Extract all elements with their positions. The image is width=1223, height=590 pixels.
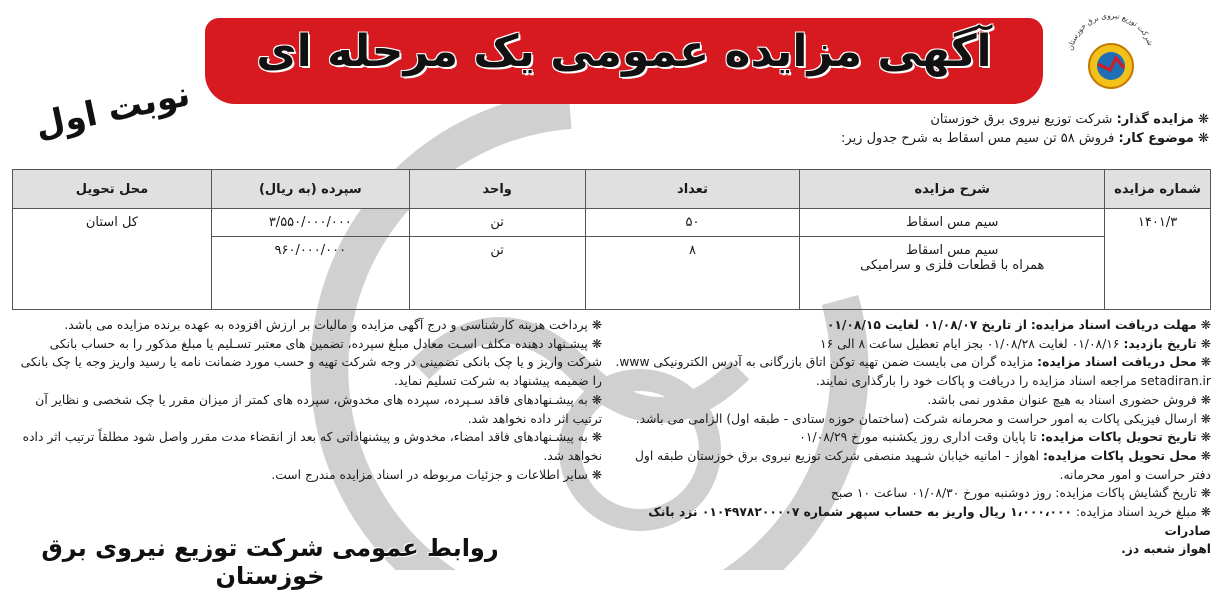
docs-price-continued: اهواز شعبه دز. xyxy=(1121,542,1211,557)
row1-unit: تن xyxy=(409,209,585,237)
row1-quantity: ۵۰ xyxy=(585,209,800,237)
docs-price-label: مبلغ خرید اسناد مزایده: xyxy=(1075,505,1197,520)
deposit-note: پیشـنهاد دهنده مکلف اسـت معادل مبلغ سپرده، تضمین های معتبر تسـلیم یا مبلغ مذکور را به حساب بانکی xyxy=(49,336,588,351)
envelope-location-value: اهواز - امانیه خیابان شـهید منصفی شرکت توزیع نیروی برق خوزستان طبقه اول xyxy=(634,448,1040,463)
table-header-row xyxy=(13,170,1211,209)
docs-location-continued: setadiran.ir مراجعه اسناد مزایده را دریافت و پاکات خود را بارگذاری نمایند. xyxy=(815,374,1211,389)
table-row xyxy=(13,209,1211,237)
page-title: آگهی مزایده عمومی یک مرحله ای xyxy=(256,26,992,77)
physical-delivery-note: ارسال فیزیکی پاکات به امور حراست و محرمانه شرکت (ساختمان حوزه ستادی - طبقه اول) الزامی می باشد. xyxy=(635,411,1197,426)
auction-table xyxy=(12,169,1211,310)
logo-lettering: شرکت توزیع نیروی برق خوزستان xyxy=(1065,10,1156,52)
public-relations-signature: روابط عمومی شرکت توزیع نیروی برق خوزستان xyxy=(41,534,499,590)
row2-description-line1: سیم مس اسقاط xyxy=(906,243,999,258)
docs-location-label: محل دریافت اسناد مزایده: xyxy=(1037,355,1197,370)
no-in-person-sale: فروش حضوری اسناد به هیچ عنوان مقدور نمی باشد. xyxy=(927,392,1197,407)
visit-date-value: ۰۱/۰۸/۱۶ لغایت ۰۱/۰۸/۲۸ بجز ایام تعطیل ساعت ۸ الی ۱۶ xyxy=(820,336,1120,351)
deposit-note-continued: شرکت واریز و یا چک بانکی تضمینی در وجه شرکت تهیه و حسب مورد ضمانت نامه یا رسید واریز وجه یا چک بانکی xyxy=(20,355,602,370)
invalid-deposit-note: به پیشـنهادهای فاقد سـپرده، سپرده های مخدوش، سپرده های کمتر از میزان مقرر یا چک شخصی و نظایر آن xyxy=(35,392,588,407)
subject-value: فروش ۵۸ تن سیم مس اسقاط به شرح جدول زیر: xyxy=(841,131,1115,146)
col-header-description: شرح مزایده xyxy=(800,170,1105,209)
row2-description xyxy=(800,237,1105,310)
round-label: نوبت اول xyxy=(31,74,194,146)
auctioneer-line: ❋ مزایده گذار: شرکت توزیع نیروی برق خوزستان xyxy=(930,112,1209,127)
cost-note: پرداخت هزینه کارشناسی و درج آگهی مزایده و مالیات بر ارزش افزوده به عهده برنده مزایده می باشد. xyxy=(64,318,588,332)
row1-deposit: ۳/۵۵۰/۰۰۰/۰۰۰ xyxy=(211,209,409,237)
auction-number: ۱۴۰۱/۳ xyxy=(1105,209,1211,310)
invalid-proposal-note-end: نخواهد شد. xyxy=(543,448,602,463)
auctioneer-label: مزایده گذار: xyxy=(1116,112,1194,127)
envelope-location-label: محل تحویل پاکات مزایده: xyxy=(1042,448,1197,463)
col-header-deposit: سپرده (به ریال) xyxy=(211,170,409,209)
docs-deadline-value: از تاریخ ۰۱/۰۸/۰۷ لغایت ۰۱/۰۸/۱۵ xyxy=(826,318,1027,332)
invalid-proposal-note: به پیشـنهادهای فاقد امضاء، مخدوش و پیشنهاداتی که بعد از انقضاء مدت مقرر واصل شود مطلقاً ترتیب اثر داده xyxy=(22,430,588,445)
row2-deposit: ۹۶۰/۰۰۰/۰۰۰ xyxy=(211,237,409,310)
docs-location-value: مزایده گران می بایست ضمن تهیه توکن اتاق بازرگانی به آدرس الکترونیکی www. xyxy=(615,355,1034,370)
envelope-location-continued: دفتر حراست و امور محرمانه. xyxy=(1059,467,1211,482)
subject-label: موضوع کار: xyxy=(1118,131,1194,146)
row2-description-line2: همراه با قطعات فلزی و سرامیکی xyxy=(860,258,1045,273)
docs-price-value: ۱،۰۰۰،۰۰۰ ریال واریز به حساب سپهر شماره ۰۱۰۴۹۷۸۲۰۰۰۰۷ نزد بانک صادرات xyxy=(648,505,1211,538)
col-header-quantity: تعداد xyxy=(585,170,800,209)
col-header-unit: واحد xyxy=(409,170,585,209)
conditions-left-column: ❋ پرداخت هزینه کارشناسی و درج آگهی مزایده و مالیات بر ارزش افزوده به عهده برنده مزایده می باشد. ❋ پیشـنهاد دهنده مکلف اسـت معادل مبلغ سپرده، تضمین های معتبر تسـلیم یا مبلغ مذکور را به حساب بانکی شرکت واریز و یا چک بانکی تضمینی در وجه شرکت تهیه و حسب مورد ضمانت نامه یا رسید واریز وجه یا چک بانکی را ضمیمه پیشنهاد به شرکت تسلیم نماید. ❋ به پیشـنهادهای فاقد سـپرده، سپرده های مخدوش، سپرده های کمتر از میزان مقرر یا چک شخصی و نظایر آن ترتیب اثر داده نخواهد شد. ❋ به پیشـنهادهای فاقد امضاء، مخدوش و پیشنهاداتی که بعد از انقضاء مدت مقرر واصل شود مطلقاً ترتیب اثر داده نخواهد شد. ❋ سایر اطلاعات و جزئیات مربوطه در اسناد مزایده مندرج است. xyxy=(12,316,602,484)
subject-line: ❋ موضوع کار: فروش ۵۸ تن سیم مس اسقاط به شرح جدول زیر: xyxy=(841,131,1209,146)
delivery-location: کل استان xyxy=(13,209,212,310)
visit-date-label: تاریخ بازدید: xyxy=(1123,336,1197,351)
row2-unit: تن xyxy=(409,237,585,310)
auctioneer-value: شرکت توزیع نیروی برق خوزستان xyxy=(930,112,1113,127)
opening-date: تاریخ گشایش پاکات مزایده: روز دوشنبه مورخ ۰۱/۰۸/۳۰ ساعت ۱۰ صبح xyxy=(830,486,1197,501)
invalid-deposit-note-end: ترتیب اثر داده نخواهد شد. xyxy=(467,411,602,426)
docs-deadline-label: مهلت دریافت اسناد مزایده: xyxy=(1030,318,1197,332)
company-logo xyxy=(1058,4,1164,110)
row2-quantity: ۸ xyxy=(585,237,800,310)
other-info-note: سایر اطلاعات و جزئیات مربوطه در اسناد مزایده مندرج است. xyxy=(271,467,588,482)
col-header-number: شماره مزایده xyxy=(1105,170,1211,209)
conditions-right-column: ❋ مهلت دریافت اسناد مزایده: از تاریخ ۰۱/۰۸/۰۷ لغایت ۰۱/۰۸/۱۵ ❋ تاریخ بازدید: ۰۱/۰۸/۱۶ لغایت ۰۱/۰۸/۲۸ بجز ایام تعطیل ساعت ۸ الی ۱۶ ❋ محل دریافت اسناد مزایده: مزایده گران می بایست ضمن تهیه توکن اتاق بازرگانی به آدرس الکترونیکی www. setadiran.ir مراجعه اسناد مزایده را دریافت و پاکات خود را بارگذاری نمایند. ❋ فروش حضوری اسناد به هیچ عنوان مقدور نمی باشد. ❋ ارسال فیزیکی پاکات به امور حراست و محرمانه شرکت (ساختمان حوزه ستادی - طبقه اول) الزامی می باشد. ❋ تاریخ تحویل پاکات مزایده: تا پایان وقت اداری روز یکشنبه مورخ ۰۱/۰۸/۲۹ ❋ محل تحویل پاکات مزایده: اهواز - امانیه خیابان شـهید منصفی شرکت توزیع نیروی برق خوزستان طبقه اول دفتر حراست و امور محرمانه. ❋ تاریخ گشایش پاکات مزایده: روز دوشنبه مورخ ۰۱/۰۸/۳۰ ساعت ۱۰ صبح ❋ مبلغ خرید اسناد مزایده: ۱،۰۰۰،۰۰۰ ریال واریز به حساب سپهر شماره ۰۱۰۴۹۷۸۲۰۰۰۰۷ نزد بانک صادرات اهواز شعبه دز. xyxy=(611,316,1211,559)
col-header-delivery: محل تحویل xyxy=(13,170,212,209)
row1-description: سیم مس اسقاط xyxy=(800,209,1105,237)
deposit-note-end: را ضمیمه پیشنهاد به شرکت تسلیم نماید. xyxy=(394,374,602,389)
envelope-delivery-date-value: تا پایان وقت اداری روز یکشنبه مورخ ۰۱/۰۸/۲۹ xyxy=(799,430,1037,445)
envelope-delivery-date-label: تاریخ تحویل پاکات مزایده: xyxy=(1040,430,1197,445)
